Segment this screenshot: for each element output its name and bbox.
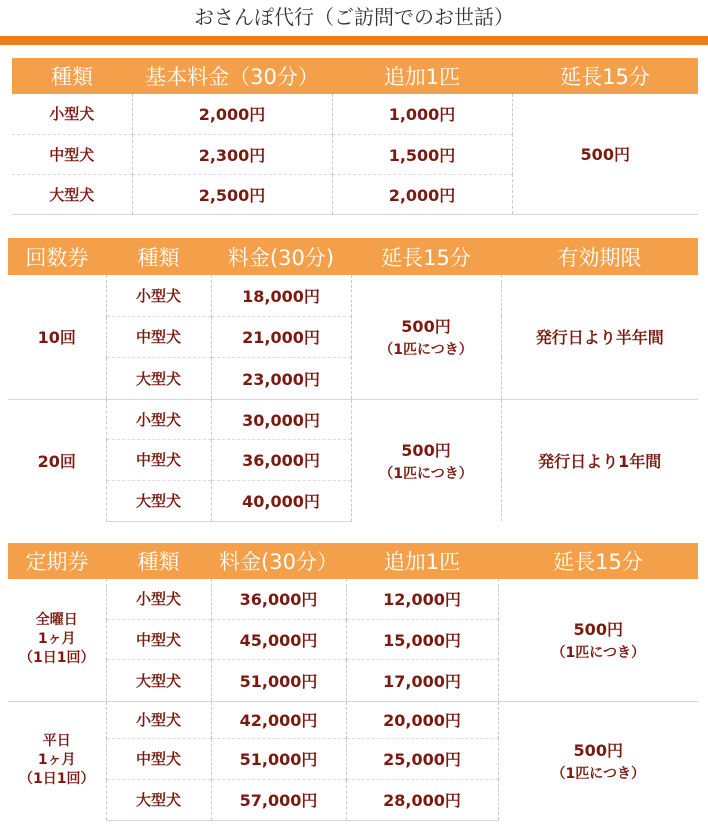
monthly-pass-table <box>8 543 698 821</box>
dog-type: 大型犬 <box>106 659 211 701</box>
dog-type: 小型犬 <box>106 275 211 316</box>
pass-header-row <box>8 543 698 579</box>
col-header-validity: 有効期限 <box>501 238 698 275</box>
basic-header-row <box>12 58 698 94</box>
extension-note: （1匹につき） <box>551 645 645 662</box>
extra-price: 17,000円 <box>346 659 498 701</box>
extra-price: 1,000円 <box>332 94 512 134</box>
price: 40,000円 <box>211 480 351 521</box>
base-price: 2,300円 <box>132 134 332 174</box>
dog-type: 中型犬 <box>106 619 211 659</box>
coupon-table <box>8 238 698 522</box>
col-header-type: 種類 <box>12 58 132 94</box>
dog-type: 中型犬 <box>12 134 132 174</box>
price: 57,000円 <box>211 779 346 820</box>
validity: 発行日より半年間 <box>501 275 698 399</box>
pass-period: 1ヶ月 <box>37 752 76 769</box>
extension-note: （1匹につき） <box>551 766 645 783</box>
extra-price: 1,500円 <box>332 134 512 174</box>
extra-price: 2,000円 <box>332 174 512 214</box>
price: 51,000円 <box>211 659 346 701</box>
dog-type: 小型犬 <box>106 579 211 619</box>
col-header-extension: 延長15分 <box>512 58 698 94</box>
pass-period: 1ヶ月 <box>37 631 76 648</box>
extra-price: 20,000円 <box>346 701 498 738</box>
table-row <box>8 399 698 439</box>
col-header-coupon: 回数券 <box>8 238 106 275</box>
pass-frequency: （1日1回） <box>19 650 95 667</box>
extra-price: 25,000円 <box>346 738 498 779</box>
coupon-count: 10回 <box>37 328 76 348</box>
dog-type: 中型犬 <box>106 439 211 480</box>
extra-price: 28,000円 <box>346 779 498 820</box>
coupon-header-row <box>8 238 698 275</box>
price: 36,000円 <box>211 439 351 480</box>
extension-price: 500円 <box>512 94 698 214</box>
extension-amount: 500円 <box>573 620 623 640</box>
pass-days: 全曜日 <box>35 612 78 629</box>
table-row <box>8 275 698 316</box>
extension-note: （1匹につき） <box>379 342 473 359</box>
extension-price <box>351 275 501 399</box>
price: 42,000円 <box>211 701 346 738</box>
price: 51,000円 <box>211 738 346 779</box>
price: 36,000円 <box>211 579 346 619</box>
col-header-extension: 延長15分 <box>498 543 698 579</box>
extension-amount: 500円 <box>573 741 623 761</box>
extension-price <box>498 701 698 820</box>
extension-price <box>498 579 698 701</box>
col-header-pass: 定期券 <box>8 543 106 579</box>
price: 45,000円 <box>211 619 346 659</box>
pass-frequency: （1日1回） <box>19 771 95 788</box>
col-header-extra-dog: 追加1匹 <box>346 543 498 579</box>
col-header-price: 料金(30分) <box>211 238 351 275</box>
col-header-price: 料金(30分） <box>211 543 346 579</box>
dog-type: 大型犬 <box>106 480 211 521</box>
col-header-extra-dog: 追加1匹 <box>332 58 512 94</box>
price: 23,000円 <box>211 357 351 399</box>
coupon-count: 20回 <box>8 399 106 521</box>
page-title: おさんぽ代行（ご訪問でのお世話） <box>194 5 514 29</box>
price: 18,000円 <box>211 275 351 316</box>
dog-type: 大型犬 <box>106 357 211 399</box>
extension-note: （1匹につき） <box>379 465 473 482</box>
dog-type: 大型犬 <box>106 779 211 820</box>
dog-type: 中型犬 <box>106 738 211 779</box>
col-header-type: 種類 <box>106 238 211 275</box>
extension-amount: 500円 <box>401 440 451 460</box>
extra-price: 12,000円 <box>346 579 498 619</box>
dog-type: 大型犬 <box>12 174 132 214</box>
table-row <box>8 701 698 738</box>
base-price: 2,000円 <box>132 94 332 134</box>
price: 30,000円 <box>211 399 351 439</box>
basic-price-table <box>12 58 698 215</box>
dog-type: 小型犬 <box>106 399 211 439</box>
col-header-extension: 延長15分 <box>351 238 501 275</box>
extra-price: 15,000円 <box>346 619 498 659</box>
table-row <box>8 579 698 619</box>
dog-type: 小型犬 <box>49 105 95 124</box>
pass-group-label <box>8 701 106 820</box>
dog-type: 中型犬 <box>106 316 211 357</box>
pass-group-label <box>8 579 106 701</box>
validity: 発行日より1年間 <box>501 399 698 521</box>
col-header-type: 種類 <box>106 543 211 579</box>
title-underline-bar <box>0 36 708 45</box>
price: 21,000円 <box>211 316 351 357</box>
dog-type: 小型犬 <box>106 701 211 738</box>
table-row <box>12 94 698 134</box>
col-header-base-price: 基本料金（30分） <box>132 58 332 94</box>
extension-amount: 500円 <box>401 317 451 337</box>
pass-days: 平日 <box>42 733 71 750</box>
base-price: 2,500円 <box>132 174 332 214</box>
extension-price <box>351 399 501 521</box>
